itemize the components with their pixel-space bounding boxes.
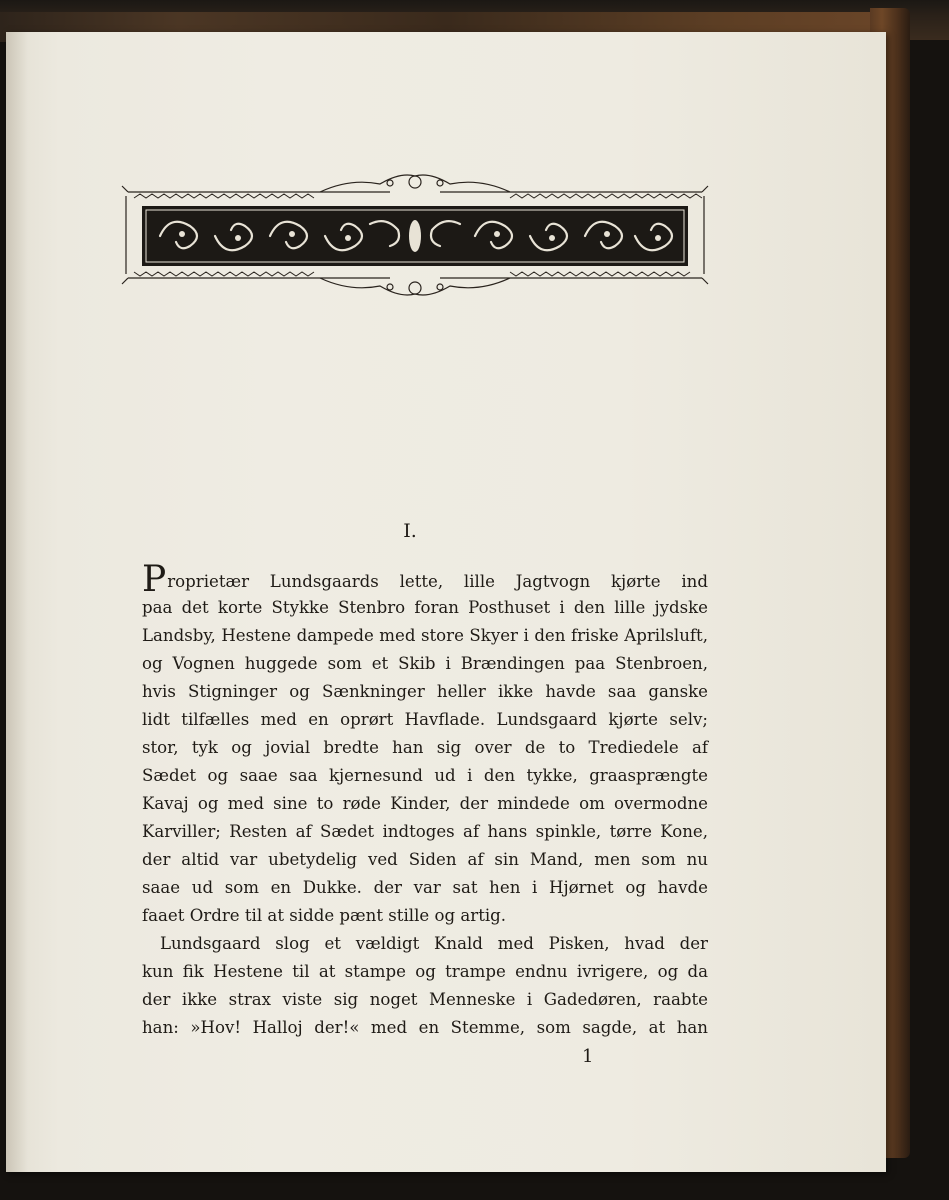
paragraph-1-line-1 [142, 559, 708, 600]
text-line: Lundsgaard slog et vældigt Knald med Pisken, hvad der [160, 934, 708, 953]
decorative-header-band-icon [120, 170, 710, 305]
text-line: der ikke strax viste sig noget Menneske i Gadedøren, raabte [142, 990, 708, 1009]
text-line: kun fik Hestene til at stampe og trampe endnu ivrigere, og da [142, 962, 708, 981]
text-line: der altid var ubetydelig ved Siden af sin Mand, men som nu [142, 850, 708, 869]
text-line: Karviller; Resten af Sædet indtoges af hans spinkle, tørre Kone, [142, 822, 708, 841]
body-text [142, 559, 708, 1042]
text-line: saae ud som en Dukke. der var sat hen i Hjørnet og havde [142, 878, 708, 897]
drop-cap: P [142, 559, 167, 600]
text-line: stor, tyk og jovial bredte han sig over de to Trediedele af [142, 738, 708, 757]
text-line: paa det korte Stykke Stenbro foran Posthuset i den lille jydske [142, 598, 708, 617]
chapter-number: I. [403, 520, 417, 542]
text-line: Sædet og saae saa kjernesund ud i den tykke, graasprængte [142, 766, 708, 785]
text-line: og Vognen huggede som et Skib i Brændingen paa Stenbroen, [142, 654, 708, 673]
text-line: han: »Hov! Halloj der!« med en Stemme, som sagde, at han [142, 1018, 708, 1037]
text-line: hvis Stigninger og Sænkninger heller ikke havde saa ganske [142, 682, 708, 701]
page-number: 1 [582, 1046, 594, 1067]
text-line: faaet Ordre til at sidde pænt stille og artig. [142, 906, 507, 925]
page-gutter-shadow [6, 32, 28, 1172]
text-line: Landsby, Hestene dampede med store Skyer i den friske Aprilsluft, [142, 626, 708, 645]
first-line-text: roprietær Lundsgaards lette, lille Jagtvogn kjørte ind [167, 572, 708, 591]
text-line: Kavaj og med sine to røde Kinder, der mindede om overmodne [142, 794, 708, 813]
text-line: lidt tilfælles med en oprørt Havflade. Lundsgaard kjørte selv; [142, 710, 708, 729]
